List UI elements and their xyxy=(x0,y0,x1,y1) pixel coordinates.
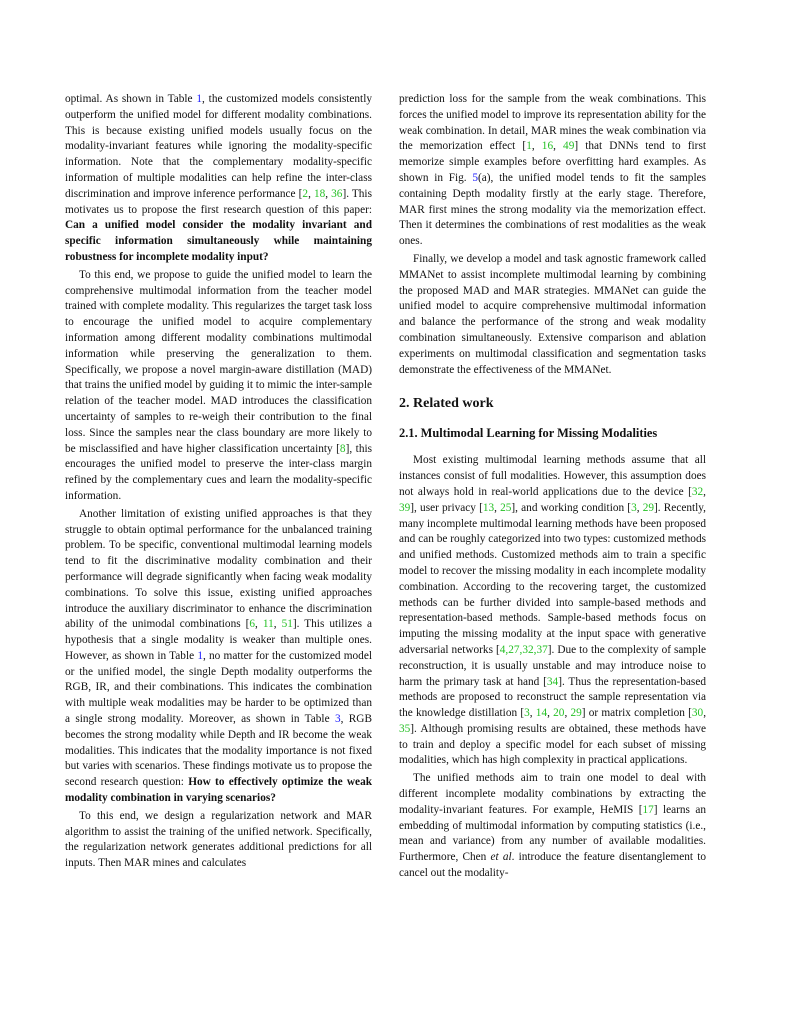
paragraph: prediction loss for the sample from the weak combinations. This forces the unified model to improve its representation ability for the weak combination. In detail, MAR mines the weak combination via the memorization effect [1, 16, 49] that DNNs tend to first memorize simple examples before overfitting hard examples. As shown in Fig. 5(a), the unified model tends to fit the samples containing Depth modality firstly at the early stage. Therefore, MAR first mines the strong modality via the memorization effect. Then it determines the combinations of rest modalities as the weak ones. xyxy=(399,93,706,248)
table-ref-link[interactable]: 3 xyxy=(334,713,341,726)
text: ]. Due to the complexity of sample reconstruction, it is usually unstable and may introduce noise to harm the primary task at hand [ xyxy=(399,643,706,688)
citation-link[interactable]: 2 xyxy=(302,187,309,200)
citation-link[interactable]: 29 xyxy=(570,707,582,720)
paragraph: Most existing multimodal learning methods assume that all instances consist of full modalities. However, this assumption does not always hold in real-world applications due to the device [32, 39], user privacy [13, 25], and working condition [3, 29]. Recently, many incomplete multimodal learning methods have been proposed and can be roughly categorized into two types: customized methods and unified methods. Customized methods aim to train a specific model to recover the missing modality in each incomplete modality combination. According to the recovering target, the customized methods can be further divided into sample-based methods and representation-based methods. Sample-based methods focus on imputing the missing modality at the input space with generative adversarial networks [4,27,32,37]. Due to the complexity of sample reconstruction, it is usually unstable and may introduce noise to harm the primary task at hand [34]. Thus the representation-based methods are proposed to reconstruct the sample representation via the knowledge distillation [3, 14, 20, 29] or matrix completion [30, 35]. Although promising results are obtained, these methods have to train and deploy a specific model for each subset of missing modalities, which has high complexity in practical applications. xyxy=(399,454,707,767)
text: ], user privacy [ xyxy=(410,501,483,514)
right-column xyxy=(399,92,706,882)
paragraph: Another limitation of existing unified approaches is that they struggle to obtain optimal performance for the unbalanced training problem. To be specific, conventional multimodal learning models tend to fit the discriminative modality combination and their performance will degrade significantly when facing weak modality combinations. To solve this issue, existing unified approaches introduce the auxiliary discriminator to enhance the discrimination ability of the unimodal combinations [6, 11, 51]. This utilizes a hypothesis that a single modality is weaker than multiple ones. However, as shown in Table 1, no matter for the customized model or the unified model, the single Depth modality outperforms the RGB, IR, and their combinations. This indicates the combination with multiple weak modalities may be harder to be optimized than a single strong modality. Moreover, as shown in Table 3, RGB becomes the strong modality while Depth and IR become the weak modalities. This indicates that the modality importance is not fixed but varies with scenarios. These findings motivate us to propose the second research question: How to effectively optimize the weak modality combination in varying scenarios? xyxy=(65,507,372,805)
left-column xyxy=(65,92,372,872)
citation-link[interactable]: 35 xyxy=(399,722,411,735)
citation-link[interactable]: 30 xyxy=(691,707,704,720)
text: The unified methods aim to train one model to deal with different incomplete modality combinations by extracting the modality-invariant features. For example, HeMIS [ xyxy=(399,772,706,816)
citation-link[interactable]: 49 xyxy=(563,140,575,153)
text: , the customized models consistently outperform the unified model for different modality combinations. This is because existing unified models usually focus on the modality-invariant features while ignoring the modality-specific information. Note that the complementary modality-specific information of multiple modalities can help refine the inter-class discrimination and improve inference performance [ xyxy=(65,93,372,200)
table-ref-link[interactable]: 1 xyxy=(197,649,203,662)
citation-link[interactable]: 39 xyxy=(399,501,411,514)
citation-link[interactable]: 8 xyxy=(339,442,346,455)
text: Finally, we develop a model and task agnostic framework called MMANet to assist incomplete multimodal learning by combining the proposed MAD and MAR strategies. MMANet can guide the unified model to acquire comprehensive multimodal information and balance the performance of the strong and weak modality combination simultaneously. Extensive comparison and ablation experiments on multimodal classification and segmentation tasks demonstrate the effectiveness of the MMANet. xyxy=(399,252,706,376)
paragraph xyxy=(65,809,372,872)
text: ] learns an embedding of multimodal information by computing statistics (i.e., mean and variance) from any number of available modalities. Furthermore, Chen xyxy=(399,803,707,864)
citation-link[interactable]: 20 xyxy=(553,707,565,720)
citation-link[interactable]: 32 xyxy=(691,485,704,498)
paragraph: optimal. As shown in Table 1, the customized models consistently outperform the unified model for different modality combinations. This is because existing unified models usually focus on the modality-invariant features while ignoring the modality-specific information. Note that the complementary modality-specific information of multiple modalities can help refine the inter-class discrimination and improve inference performance [2, 18, 36]. This motivates us to propose the first research question of this paper: Can a unified model consider the modality invariant and specific information simultaneously while maintaining robustness for incomplete modality input? xyxy=(65,93,372,263)
text: To this end, we design a regularization network and MAR algorithm to assist the training of the unified network. Specifically, the regularization network generates additional predictions for all inputs. Then MAR mines and calculates xyxy=(65,809,372,870)
text: ]. Thus the representation-based methods are proposed to reconstruct the sample representation via the knowledge distillation [ xyxy=(399,675,706,720)
citation-link[interactable]: 51 xyxy=(281,618,293,631)
subsection-heading: 2.1. Multimodal Learning for Missing Modalities xyxy=(399,426,658,441)
text: , RGB becomes the strong modality while Depth and IR become the weak modalities. This indicates that the modality importance is not fixed but varies with scenarios. These findings motivate us to propose the second research question: xyxy=(65,713,372,789)
citation-link[interactable]: 36 xyxy=(331,187,343,200)
text: optimal. As shown in Table xyxy=(65,93,197,105)
paragraph xyxy=(399,771,706,882)
text: ]. Although promising results are obtained, these methods have to train and deploy a specific model for each subset of missing modalities, which has high complexity in practical applications. xyxy=(399,722,706,767)
research-question-2: How to effectively optimize the weak modality combination in varying scenarios? xyxy=(65,776,372,805)
citation-link[interactable]: 29 xyxy=(642,501,655,514)
text: ]. This motivates us to propose the first research question of this paper: xyxy=(65,187,372,216)
citation-link[interactable]: 25 xyxy=(500,501,512,514)
text: , no matter for the customized model or the unified model, the single Depth modality outperforms the RGB, IR, and their combinations. This indicates the combination with multiple weak modalities may be harder to be optimized than a single strong modality. Moreover, as shown in Table xyxy=(65,649,372,726)
citation-link[interactable]: 14 xyxy=(535,707,548,720)
citation-link[interactable]: 13 xyxy=(482,501,495,514)
text: To this end, we propose to guide the unified model to learn the comprehensive multimodal information from the teacher model trained with complete modality. This regularizes the target task loss to encourage the unified model to acquire complementary information among different modality combinations multimodal information while preserving the generalization to them. Specifically, we propose a novel margin-aware distillation (MAD) that trains the unified model by guiding it to mimic the inter-sample relation of the teacher model. MAD introduces the classification uncertainty of samples to re-weigh their contribution to the final loss. Since the samples near the class boundary are more likely to be misclassified and have higher classification uncertainty [ xyxy=(65,268,372,455)
table-ref-link[interactable]: 1 xyxy=(196,93,203,105)
paragraph xyxy=(399,252,706,378)
italic-text: et al xyxy=(490,851,512,864)
citation-link[interactable]: 11 xyxy=(262,618,274,631)
citation-link[interactable]: 17 xyxy=(642,803,654,816)
text: . introduce the feature disentanglement to cancel out the modality- xyxy=(399,851,706,880)
text: ]. Recently, many incomplete multimodal learning methods have been proposed and can be roughly categorized into two types: customized methods and unified methods. Customized methods aim to train a specific model to recover the missing modality in each incomplete modality combination. According to the recovering target, the customized methods can be further divided into sample-based methods and representation-based methods. Sample-based methods focus on imputing the missing modality at the input space with generative adversarial networks [ xyxy=(399,501,707,656)
citation-link[interactable]: 4,27,32,37 xyxy=(499,643,548,656)
text: Most existing multimodal learning methods assume that all instances consist of full modalities. However, this assumption does not always hold in real-world applications due to the device [ xyxy=(399,454,706,498)
citation-link[interactable]: 1 xyxy=(526,140,532,153)
section-heading: 2. Related work xyxy=(399,396,494,412)
citation-link[interactable]: 16 xyxy=(541,140,554,153)
text: ], this encourages the unified model to preserve the inter-class margin refined by the complementary cues and learn the modality-specific information. xyxy=(65,442,372,502)
citation-link[interactable]: 6 xyxy=(249,618,256,631)
text: ] that DNNs tend to first memorize simple examples before overfitting hard examples. As shown in Fig. xyxy=(399,140,706,184)
citation-link[interactable]: 18 xyxy=(313,187,326,200)
figure-ref-link[interactable]: 5 xyxy=(472,171,478,184)
research-question-1: Can a unified model consider the modality invariant and specific information simultaneously while maintaining robustness for incomplete modality input? xyxy=(65,219,372,263)
citation-link[interactable]: 34 xyxy=(546,675,559,688)
citation-link[interactable]: 3 xyxy=(631,501,637,514)
paragraph xyxy=(65,268,372,505)
text: (a), the unified model tends to fit the samples containing Depth modality firstly at the early stage. Therefore, MAR first mines the strong modality via the memorization effect. Then it determines the combinations of rest modalities as the weak ones. xyxy=(399,171,706,248)
text: ]. This utilizes a hypothesis that a single modality is weaker than multiple ones. However, as shown in Table xyxy=(65,618,372,662)
citation-link[interactable]: 3 xyxy=(524,707,530,720)
text: ] or matrix completion [ xyxy=(581,707,692,720)
text: ], and working condition [ xyxy=(511,501,632,514)
text: Another limitation of existing unified approaches is that they struggle to obtain optimal performance for the unbalanced training problem. To be specific, conventional multimodal learning models tend to fit the discriminative modality combination and their performance will degrade significantly when facing weak modality combinations. To solve this issue, existing unified approaches introduce the auxiliary discriminator to enhance the discrimination ability of the unimodal combinations [ xyxy=(65,507,372,631)
text: prediction loss for the sample from the weak combinations. This forces the unified model to improve its representation ability for the weak combination. In detail, MAR mines the weak combination via the memorization effect [ xyxy=(399,93,706,153)
